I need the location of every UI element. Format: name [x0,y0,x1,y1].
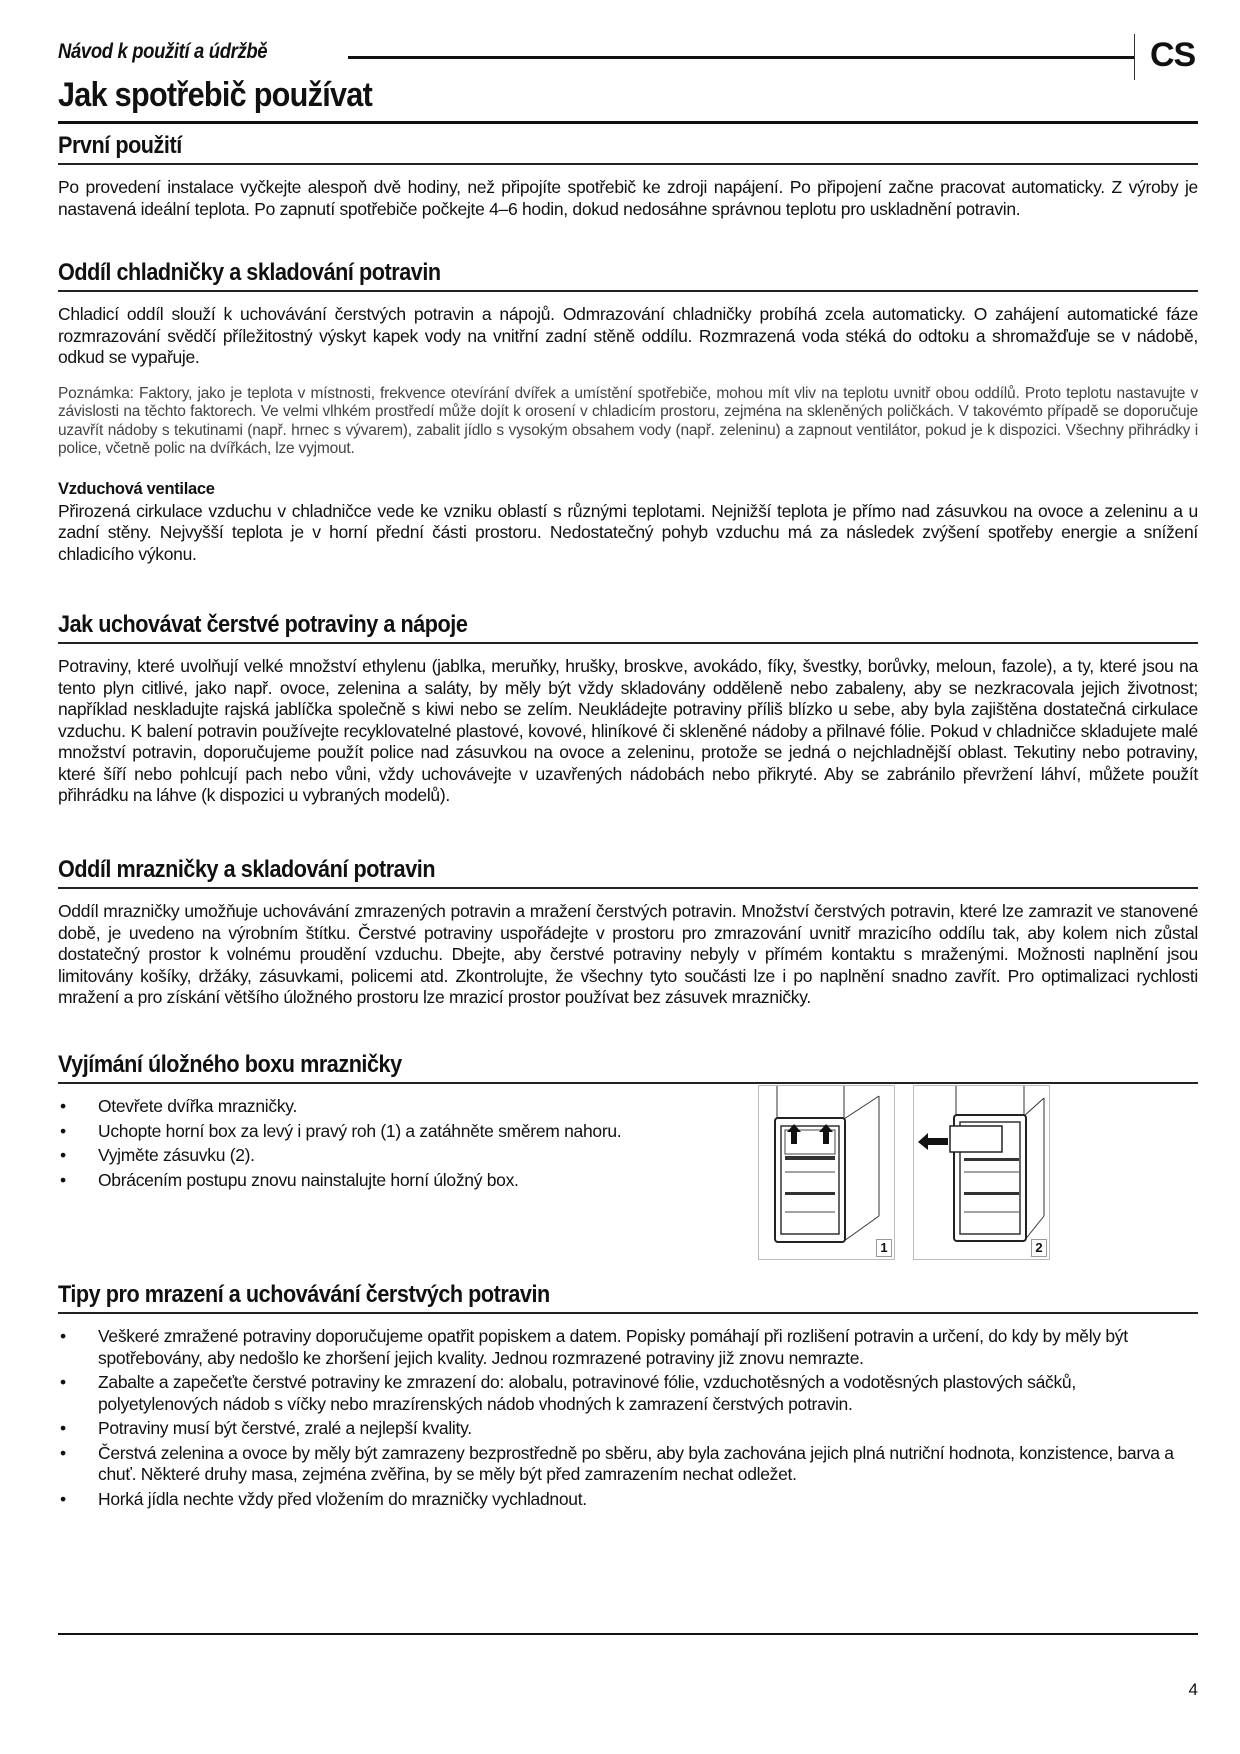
list-item: • Čerstvá zelenina a ovoce by měly být zamrazeny bezprostředně po sběru, aby byla zachována jejich plná nutriční hodnota, konzistence, barva a chuť. Některé druhy masa, zejména zvěřina, by se měly být před zamrazením nechat odležet. [60,1442,1174,1484]
bullet-icon: • [60,1442,66,1463]
freezer-box-lift-up-icon [759,1086,894,1259]
note-text: Poznámka: Faktory, jako je teplota v místnosti, frekvence otevírání dvířek a umístění spotřebiče, mohou mít vliv na teplotu uvnitř obou oddílů. Proto teplotu nastavujte v závislosti na těchto faktorech. Ve velmi vlhkém prostředí může dojít k orosení v chladicím prostoru, zejména na skleněných poličkách. V takovémto případě se doporučuje uzavřít nádoby s tekutinami (např. hrnec s vývarem), zabalit jídlo s vysokým obsahem vody (např. zeleninu) a zapnout ventilátor, pokud je k dispozici. Všechny přihrádky i police, včetně polic na dvířkách, lze vyjmout. [58,384,1198,457]
list-item: • Horká jídla nechte vždy před vložením do mrazničky vychladnout. [60,1488,587,1509]
section-heading: Jak uchovávat čerstvé potraviny a nápoje [58,611,468,638]
bullet-icon: • [60,1326,66,1346]
bullet-icon: • [60,1120,66,1141]
section-freezer [58,855,1198,1009]
list-item: • Obrácením postupu znovu nainstalujte horní úložný box. [60,1169,519,1190]
page-title: Jak spotřebič používat [58,76,373,114]
list-item: • Uchopte horní box za levý i pravý roh (1) a zatáhněte směrem nahoru. [60,1120,622,1141]
ventilation-text: Přirozená cirkulace vzduchu v chladničce vede ke vzniku oblastí s různými teplotami. Nejnižší teplota je přímo nad zásuvkou na ovoce a zeleninu a u zadní stěny. Nejvyšší teplota je v horní přední části prostoru. Nedostatečný pohyb vzduchu má za následek zvýšení spotřeby energie a snížení chladicího výkonu. [58,500,1198,564]
list-item: • Otevřete dvířka mrazničky. [60,1096,298,1116]
title-rule [58,121,1198,124]
bullet-icon: • [60,1488,66,1509]
section-rule [58,163,1198,165]
section-text: Potraviny, které uvolňují velké množství ethylenu (jablka, meruňky, hrušky, broskve, avokádo, fíky, švestky, borůvky, meloun, fazole), a ty, které jsou na tento plyn citlivé, jako např. ovoce, zelenina a saláty, by měly být vždy skladovány odděleně nebo zabaleny, aby se nezkracovala jejich životnost; například neskladujte rajská jablíčka společně s kiwi nebo se zelím. Neukládejte potraviny příliš blízko u sebe, aby byla zajištěna dostatečná cirkulace vzduchu. K balení potravin používejte recyklovatelné plastové, kovové, hliníkové či skleněné nádoby a přilnavé fólie. Pokud v chladničce skladujete malé množství potravin, doporučujeme použít police nad zásuvkou na ovoce a zeleninu, protože se jedná o nejchladnější oblast. Tekutiny nebo potraviny, které šíří nebo pohlcují pach nebo vůni, vždy uchovávejte v uzavřených nádobách nebo přikryté. Aby se zabránilo převržení láhví, můžete použít přihrádku na láhve (k dispozici u vybraných modelů). [58,656,1198,805]
figure-2 [913,1085,1050,1260]
figure-1 [758,1085,895,1260]
bullet-icon: • [60,1169,66,1190]
section-first-use [58,131,1198,220]
section-fresh-food [58,610,1198,807]
list-item: • Vyjměte zásuvku (2). [60,1145,255,1165]
figure-label: 1 [876,1239,892,1257]
header-rule [348,56,1134,59]
list-item: • Zabalte a zapečeťte čerstvé potraviny ke zmrazení do: alobalu, potravinové fólie, vzduchotěsných a vodotěsných plastových sáčků, polyetylenových nádob s víčky nebo mrazírenských nádob vhodných k zamrazení čerstvých potravin. [60,1372,1076,1414]
section-fridge [58,258,1198,565]
section-text: Po provedení instalace vyčkejte alespoň dvě hodiny, než připojíte spotřebič ke zdroji napájení. Po připojení začne pracovat automaticky. Z výroby je nastavená ideální teplota. Po zapnutí spotřebiče počkejte 4–6 hodin, dokud nedosáhne správnou teplotu pro uskladnění potravin. [58,177,1198,219]
section-rule [58,1082,1198,1084]
bullet-icon: • [60,1096,66,1116]
removal-figures [758,1085,1178,1260]
section-heading: Vyjímání úložného boxu mrazničky [58,1051,402,1078]
ventilation-heading: Vzduchová ventilace [58,479,215,498]
section-heading: První použití [58,132,182,159]
freezer-drawer-pull-out-icon [914,1086,1049,1259]
removal-steps [58,1096,698,1191]
page-number: 4 [1188,1680,1198,1699]
section-text: Chladicí oddíl slouží k uchovávání čerstvých potravin a nápojů. Odmrazování chladničky probíhá zcela automaticky. O zahájení automatické fáze rozmrazování svědčí příležitostný výskyt kapek vody na vnitřní zadní stěně oddílu. Rozmrazená voda stéká do odtoku a shromažďuje se v nádobě, odkud se vypařuje. [58,304,1198,367]
bullet-icon: • [60,1145,66,1165]
section-heading: Tipy pro mrazení a uchovávání čerstvých potravin [58,1281,550,1308]
header-divider [1134,34,1135,80]
figure-label: 2 [1031,1239,1047,1257]
section-text: Oddíl mrazničky umožňuje uchovávání zmrazených potravin a mražení čerstvých potravin. Množství čerstvých potravin, které lze zamrazit ve stanovené době, je uvedeno na výrobním štítku. Čerstvé potraviny uspořádejte v prostoru pro zmrazování uvnitř mrazicího oddílu tak, aby kolem nich zůstal dostatečný prostor k volnému proudění vzduchu. Dbejte, aby čerstvé potraviny nebyly v přímém kontaktu s mraženými. Možnosti naplnění jsou limitovány košíky, držáky, zásuvkami, policemi atd. Zkontrolujte, že všechny tyto součásti lze i po naplnění snadno zavřít. Pro optimalizaci rychlosti mražení a pro získání většího úložného prostoru lze mrazicí prostor používat bez zásuvek mrazničky. [58,901,1198,1007]
list-item: • Potraviny musí být čerstvé, zralé a nejlepší kvality. [60,1418,472,1438]
bullet-icon: • [60,1372,66,1392]
tips-list [58,1326,1178,1510]
bullet-icon: • [60,1418,66,1438]
section-tips [58,1280,1198,1513]
manual-title: Návod k použití a údržbě [58,40,268,63]
section-heading: Oddíl chladničky a skladování potravin [58,259,441,286]
section-rule [58,642,1198,644]
footer-rule [58,1633,1198,1635]
list-item: • Veškeré zmražené potraviny doporučujeme opatřit popiskem a datem. Popisky pomáhají při rozlišení potravin a určení, do kdy by měly být spotřebovány, aby nedošlo ke zhoršení jejich kvality. Jednou rozmrazené potraviny již znovu nemrazte. [60,1326,1128,1368]
section-rule [58,290,1198,292]
page-header [58,36,1198,74]
section-heading: Oddíl mrazničky a skladování potravin [58,856,436,883]
language-tag: CS [1150,36,1196,74]
section-rule [58,887,1198,889]
section-rule [58,1312,1198,1314]
